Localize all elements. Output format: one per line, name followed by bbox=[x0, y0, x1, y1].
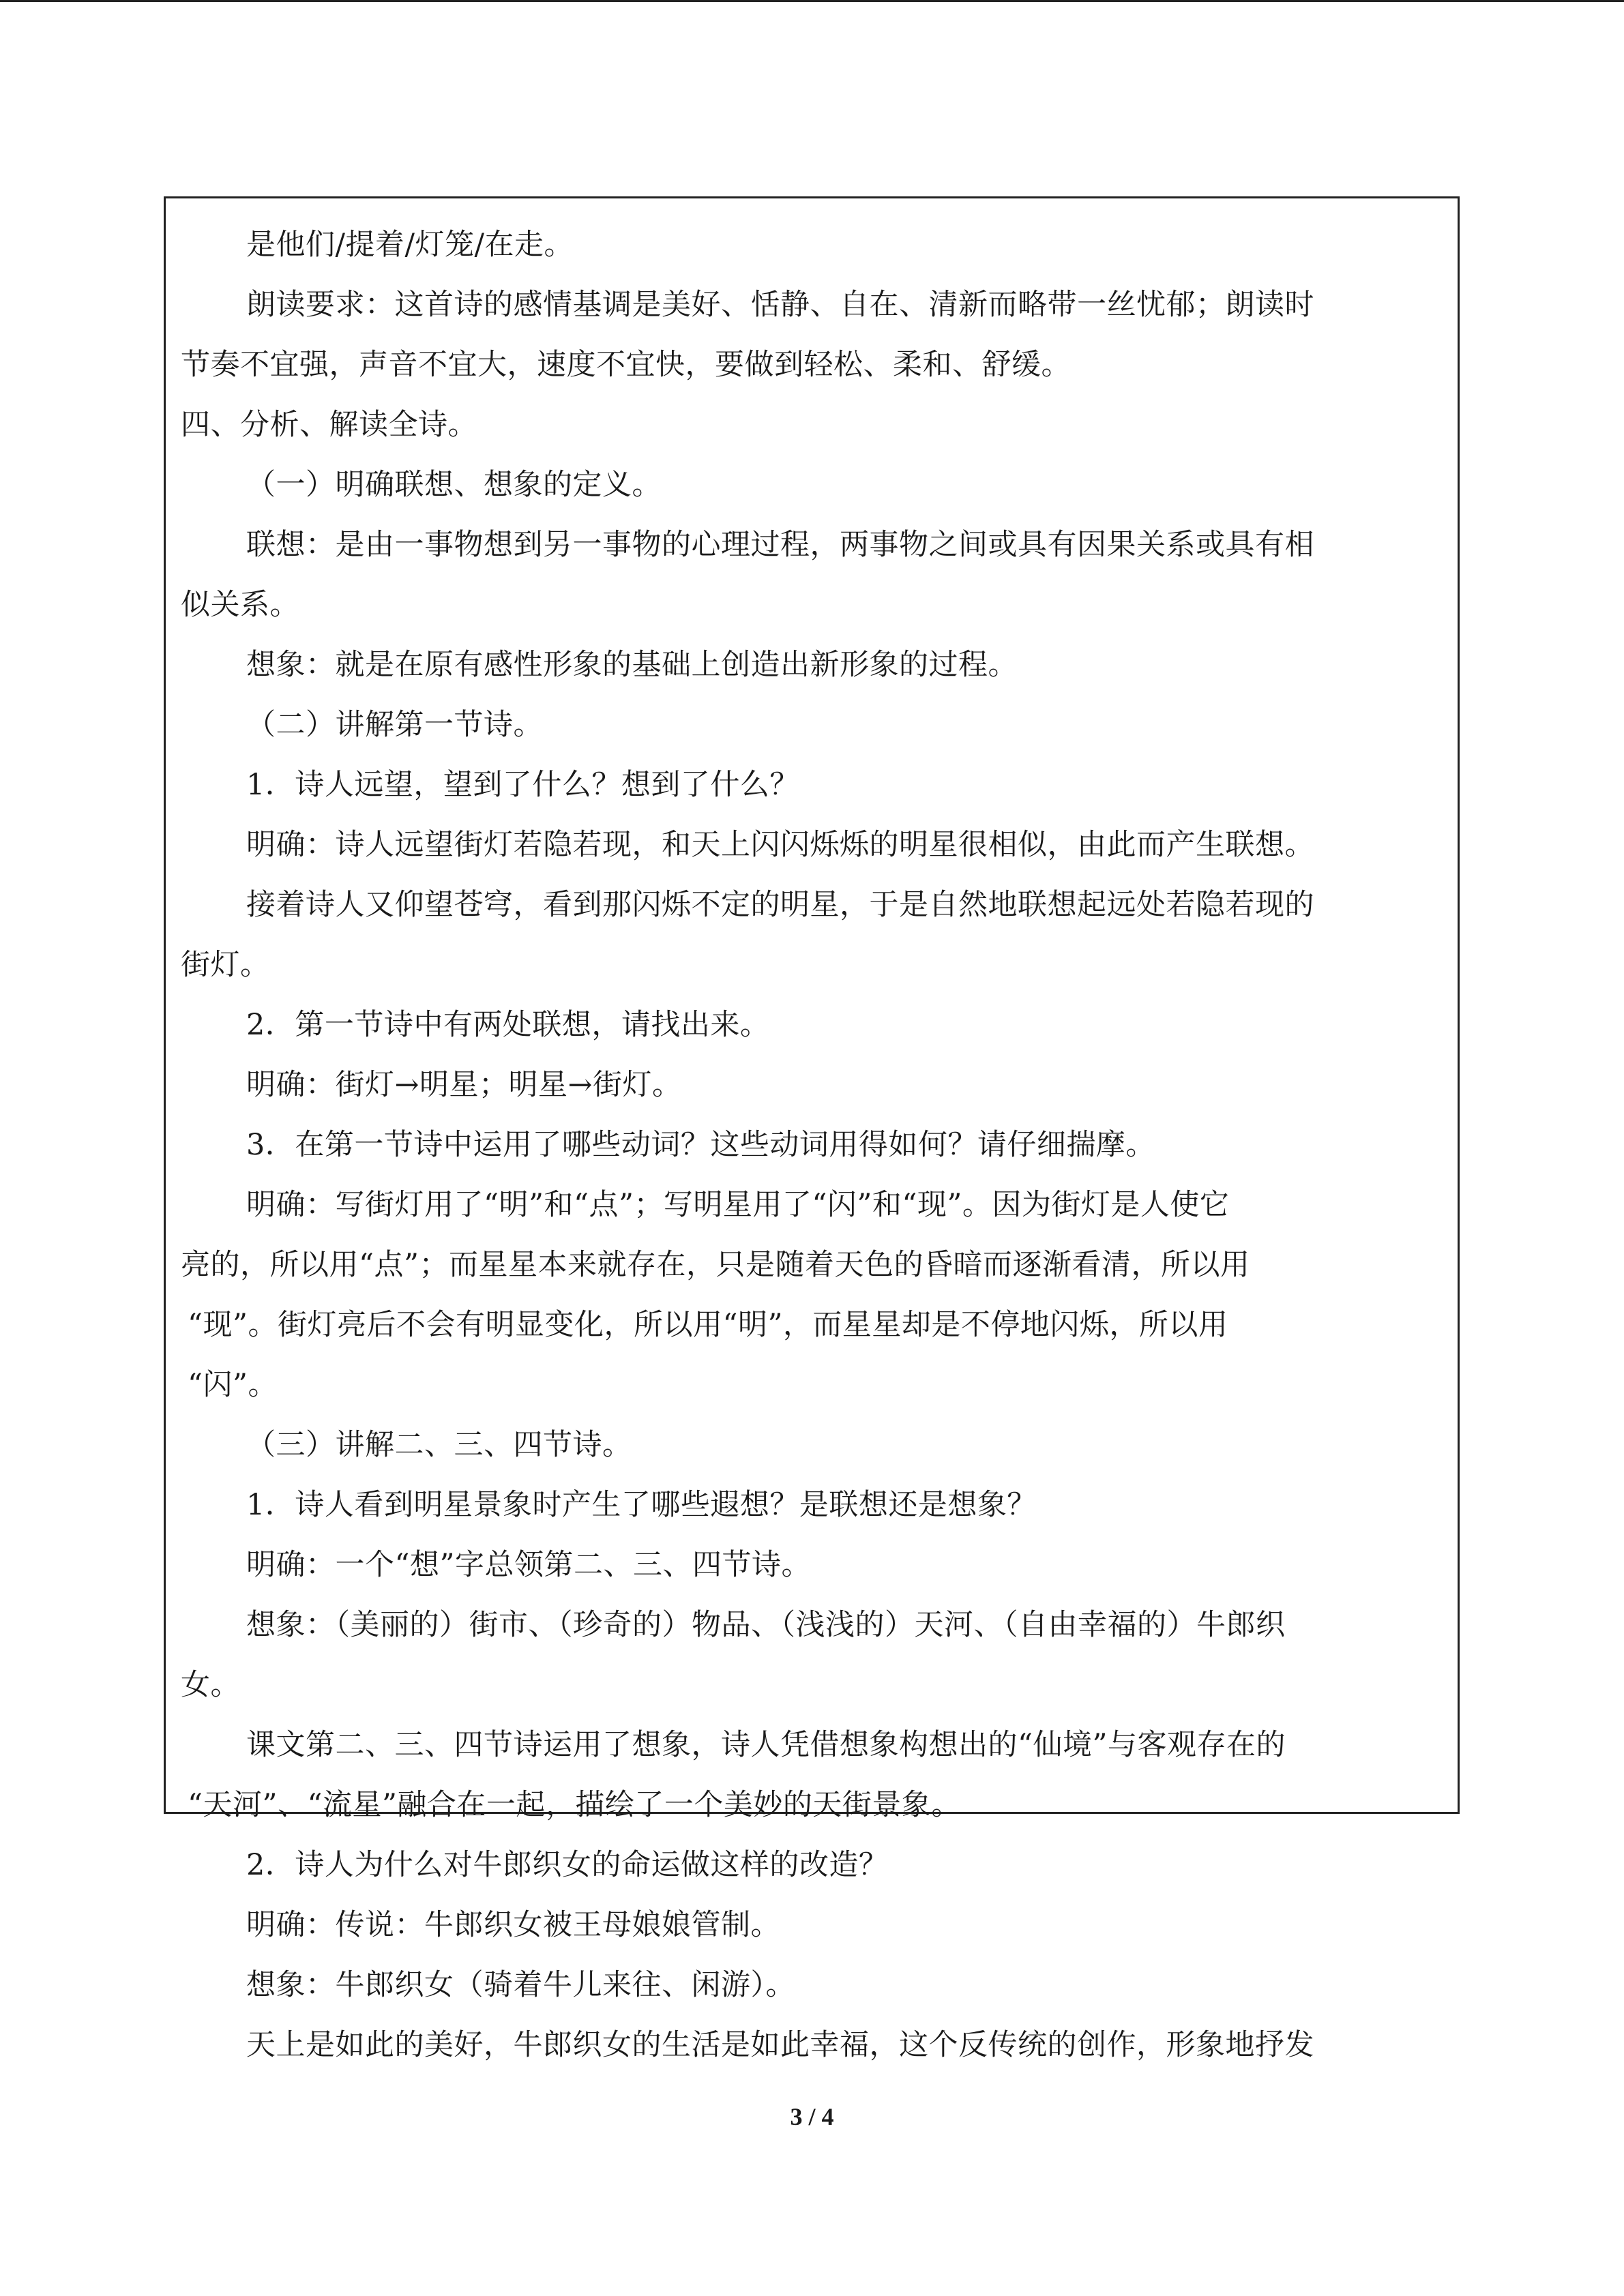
text-line: 接着诗人又仰望苍穹，看到那闪烁不定的明星，于是自然地联想起远处若隐若现的 bbox=[246, 888, 1314, 922]
text-line: 节奏不宜强，声音不宜大，速度不宜快，要做到轻松、柔和、舒缓。 bbox=[181, 348, 1071, 382]
text-line: 课文第二、三、四节诗运用了想象，诗人凭借想象构想出的“仙境”与客观存在的 bbox=[246, 1728, 1286, 1762]
text-line: “闪”。 bbox=[188, 1368, 278, 1402]
lesson-text-body bbox=[181, 215, 1449, 2075]
text-line: 明确：诗人远望街灯若隐若现，和天上闪闪烁烁的明星很相似，由此而产生联想。 bbox=[246, 828, 1314, 862]
text-line: 街灯。 bbox=[181, 948, 270, 982]
text-line: 想象：牛郎织女（骑着牛儿来往、闲游）。 bbox=[246, 1968, 795, 2002]
text-line: 亮的，所以用“点”；而星星本来就存在，只是随着天色的昏暗而逐渐看清，所以用 bbox=[181, 1248, 1250, 1282]
text-line: 2．诗人为什么对牛郎织女的命运做这样的改造？ bbox=[246, 1848, 889, 1882]
text-line: 女。 bbox=[181, 1668, 240, 1702]
text-line: “现”。街灯亮后不会有明显变化，所以用“明”，而星星却是不停地闪烁，所以用 bbox=[188, 1308, 1228, 1342]
text-line: （三）讲解二、三、四节诗。 bbox=[246, 1428, 632, 1462]
text-line: 1．诗人看到明星景象时产生了哪些遐想？是联想还是想象？ bbox=[246, 1488, 1037, 1522]
text-line: 想象：就是在原有感性形象的基础上创造出新形象的过程。 bbox=[246, 648, 1018, 682]
text-line: 朗读要求：这首诗的感情基调是美好、恬静、自在、清新而略带一丝忧郁；朗读时 bbox=[246, 288, 1314, 322]
text-line: 明确：传说：牛郎织女被王母娘娘管制。 bbox=[246, 1908, 780, 1942]
page-number: 3 / 4 bbox=[790, 2103, 834, 2130]
text-line: 联想：是由一事物想到另一事物的心理过程，两事物之间或具有因果关系或具有相 bbox=[246, 528, 1314, 562]
text-line: （二）讲解第一节诗。 bbox=[246, 708, 543, 742]
text-line: 3．在第一节诗中运用了哪些动词？这些动词用得如何？请仔细揣摩。 bbox=[246, 1128, 1155, 1162]
top-border-line bbox=[0, 0, 1624, 2]
text-line: 1．诗人远望，望到了什么？想到了什么？ bbox=[246, 768, 799, 802]
text-line: “天河”、“流星”融合在一起，描绘了一个美妙的天街景象。 bbox=[188, 1788, 961, 1822]
text-line: 想象：（美丽的）街市、（珍奇的）物品、（浅浅的）天河、（自由幸福的）牛郎织 bbox=[246, 1608, 1286, 1642]
text-line: 四、分析、解读全诗。 bbox=[181, 408, 477, 442]
text-line: 天上是如此的美好，牛郎织女的生活是如此幸福，这个反传统的创作，形象地抒发 bbox=[246, 2028, 1314, 2062]
content-table-cell bbox=[164, 196, 1460, 2062]
text-line: 明确：街灯→明星；明星→街灯。 bbox=[246, 1068, 682, 1102]
text-line: 2．第一节诗中有两处联想，请找出来。 bbox=[246, 1008, 770, 1042]
text-line: 是他们/提着/灯笼/在走。 bbox=[246, 228, 574, 262]
text-line: 明确：写街灯用了“明”和“点”；写明星用了“闪”和“现”。因为街灯是人使它 bbox=[246, 1188, 1230, 1222]
text-line: （一）明确联想、想象的定义。 bbox=[246, 468, 662, 502]
text-line: 明确：一个“想”字总领第二、三、四节诗。 bbox=[246, 1548, 811, 1582]
text-line: 似关系。 bbox=[181, 588, 299, 622]
